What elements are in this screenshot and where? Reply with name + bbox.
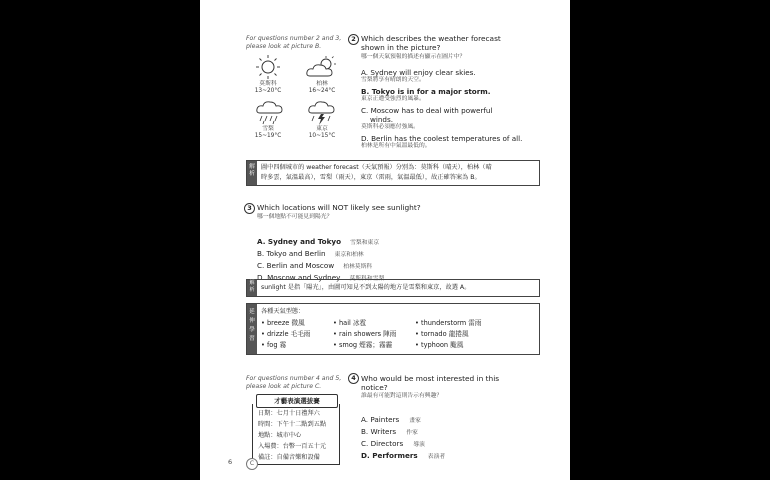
option-d-zh: 柏林是所有中氣溫最低的。 bbox=[361, 143, 431, 149]
option-a-row[interactable] bbox=[257, 229, 507, 246]
page-number: 6 bbox=[228, 458, 233, 466]
option-d[interactable]: D. Moscow and Sydney bbox=[257, 273, 341, 282]
option-d[interactable]: D. Performers bbox=[361, 451, 418, 460]
question-line: shown in the picture? bbox=[361, 43, 441, 52]
q2-options bbox=[361, 68, 561, 150]
vocab-item: • rain showers 陣雨 bbox=[333, 330, 397, 338]
city-caption bbox=[300, 81, 344, 94]
city-temp: 16~24°C bbox=[308, 87, 336, 94]
note-line: please look at picture B. bbox=[246, 43, 322, 50]
question-number-badge: 2 bbox=[348, 34, 359, 45]
extension-title: 各種天氣型態： bbox=[261, 308, 305, 315]
q2-instruction-note bbox=[246, 35, 341, 51]
option-d-row[interactable] bbox=[257, 265, 507, 282]
city-name: 東京 bbox=[316, 126, 328, 132]
option-c[interactable]: C. Directors bbox=[361, 439, 404, 448]
option-c[interactable]: C. Berlin and Moscow bbox=[257, 261, 335, 270]
question-text-zh: 哪一個天氣預報的描述有顯示在圖片中？ bbox=[361, 54, 466, 60]
vocab-item: • thunderstorm 雷雨 bbox=[415, 319, 482, 327]
option-a-zh: 雪梨將享有晴朗的天空。 bbox=[361, 77, 425, 83]
question-number-badge: 4 bbox=[348, 373, 359, 384]
extension-tag bbox=[247, 304, 257, 354]
vocab-item: • tornado 龍捲風 bbox=[415, 330, 469, 338]
question-number-badge: 3 bbox=[244, 203, 255, 214]
city-name: 柏林 bbox=[316, 81, 328, 87]
vocab-item: • hail 冰雹 bbox=[333, 319, 367, 327]
option-c-row[interactable] bbox=[361, 431, 551, 448]
vocab-row bbox=[261, 318, 537, 329]
option-d-row[interactable] bbox=[361, 443, 551, 460]
option-a[interactable]: A. Sydney will enjoy clear skies. bbox=[361, 68, 476, 77]
poster-location: 地點：城市中心 bbox=[258, 432, 302, 439]
sun-icon bbox=[254, 54, 282, 80]
vocab-item: • breeze 微風 bbox=[261, 319, 305, 327]
option-b[interactable]: B. Tokyo and Berlin bbox=[257, 249, 326, 258]
option-b-zh: 東京和柏林 bbox=[334, 252, 364, 258]
explanation-tag bbox=[247, 280, 257, 296]
question-text bbox=[361, 34, 561, 52]
weather-vocab-list bbox=[261, 318, 537, 351]
option-b-row[interactable] bbox=[257, 241, 507, 258]
option-b-row[interactable] bbox=[361, 419, 551, 436]
note-line: For questions number 2 and 3, bbox=[246, 35, 342, 42]
partly-cloudy-icon bbox=[304, 56, 340, 80]
poster-fee: 入場費：台幣一百五十元 bbox=[258, 443, 327, 450]
q2-explanation-box bbox=[246, 160, 540, 186]
option-d-zh: 莫斯科和雪梨 bbox=[349, 276, 385, 282]
vocab-item: • drizzle 毛毛雨 bbox=[261, 330, 311, 338]
question-text: Which locations will NOT likely see sunlight? bbox=[257, 203, 421, 212]
poster-title: 才藝表演選拔賽 bbox=[256, 394, 338, 408]
option-c-continued: winds. bbox=[370, 115, 394, 124]
picture-label-badge: C bbox=[246, 458, 258, 470]
option-b-zh: 東京正遭受強烈的風暴。 bbox=[361, 96, 425, 102]
option-b-zh: 作家 bbox=[406, 430, 418, 436]
extension-tag-label: 延伸學習 bbox=[249, 309, 255, 342]
poster-time: 時間：下午十二點到五點 bbox=[258, 421, 327, 428]
option-a[interactable]: A. Sydney and Tokyo bbox=[257, 237, 342, 246]
vocab-row bbox=[261, 340, 537, 351]
poster-date: 日期：七月十日禮拜六 bbox=[258, 410, 320, 417]
city-name: 莫斯科 bbox=[259, 81, 277, 87]
explanation-tag-label: 解析 bbox=[249, 280, 255, 293]
city-temp: 13~20°C bbox=[254, 87, 282, 94]
vocab-item: • fog 霧 bbox=[261, 341, 287, 349]
option-d[interactable]: D. Berlin has the coolest temperatures of all. bbox=[361, 134, 523, 143]
city-temp: 10~15°C bbox=[308, 132, 336, 139]
question-line: notice? bbox=[361, 383, 388, 392]
q4-options bbox=[361, 407, 551, 460]
weather-picture bbox=[248, 54, 348, 150]
thunderstorm-icon bbox=[306, 100, 338, 126]
city-caption bbox=[248, 81, 288, 94]
option-a[interactable]: A. Painters bbox=[361, 415, 400, 424]
option-c-zh: 柏林莫斯科 bbox=[343, 264, 373, 270]
option-c-zh: 莫斯科必須應付強風。 bbox=[361, 124, 419, 130]
note-line: For questions number 4 and 5, bbox=[246, 375, 342, 382]
question-text-zh: 誰最有可能對這則告示有興趣？ bbox=[361, 393, 443, 399]
explanation-tag bbox=[247, 161, 257, 185]
option-c-zh: 導演 bbox=[413, 442, 425, 448]
city-caption bbox=[300, 126, 344, 139]
option-b[interactable]: B. Writers bbox=[361, 427, 397, 436]
vocab-item: • smog 煙霧；霧霾 bbox=[333, 341, 393, 349]
option-a-zh: 畫家 bbox=[409, 418, 421, 424]
city-temp: 15~19°C bbox=[254, 132, 282, 139]
poster-remarks: 備註：自備音樂和設備 bbox=[258, 454, 320, 461]
option-d-zh: 表演者 bbox=[427, 454, 446, 460]
explanation-tag-label: 解析 bbox=[249, 164, 255, 177]
extension-learning-box bbox=[246, 303, 540, 355]
vocab-row bbox=[261, 329, 537, 340]
workbook-page bbox=[200, 0, 570, 480]
vocab-item: • typhoon 颱風 bbox=[415, 341, 464, 349]
talent-show-poster bbox=[249, 394, 340, 470]
q3-explanation-box bbox=[246, 279, 540, 297]
explanation-text: sunlight 是指「陽光」，由圖可知見不到太陽的地方是雪梨和東京，故選 A。 bbox=[261, 284, 471, 291]
city-caption bbox=[248, 126, 288, 139]
explanation-line: 時多雲，氣溫最高），雪梨（雨天），東京（雷雨，氣溫最低），故正確答案為 B。 bbox=[261, 174, 481, 181]
rain-icon bbox=[254, 100, 284, 126]
option-a-row[interactable] bbox=[361, 407, 551, 424]
option-a-zh: 雪梨和東京 bbox=[350, 240, 380, 246]
explanation-line: 圖中四個城市的 weather forecast（天氣預報）分別為：莫斯科（晴天），柏林（晴 bbox=[261, 164, 492, 171]
question-text bbox=[361, 374, 556, 392]
option-c[interactable]: C. Moscow has to deal with powerful bbox=[361, 106, 493, 115]
question-line: Who would be most interested in this bbox=[361, 374, 500, 383]
option-c-row[interactable] bbox=[257, 253, 507, 270]
explanation-text bbox=[261, 163, 537, 183]
question-text-zh: 哪一個地點不可能見到陽光？ bbox=[257, 214, 333, 220]
q4-instruction-note bbox=[246, 375, 341, 391]
city-name: 雪梨 bbox=[262, 126, 274, 132]
question-line: Which describes the weather forecast bbox=[361, 34, 501, 43]
option-b[interactable]: B. Tokyo is in for a major storm. bbox=[361, 87, 491, 96]
poster-details bbox=[258, 408, 338, 463]
q3-options bbox=[257, 229, 507, 282]
note-line: please look at picture C. bbox=[246, 383, 322, 390]
